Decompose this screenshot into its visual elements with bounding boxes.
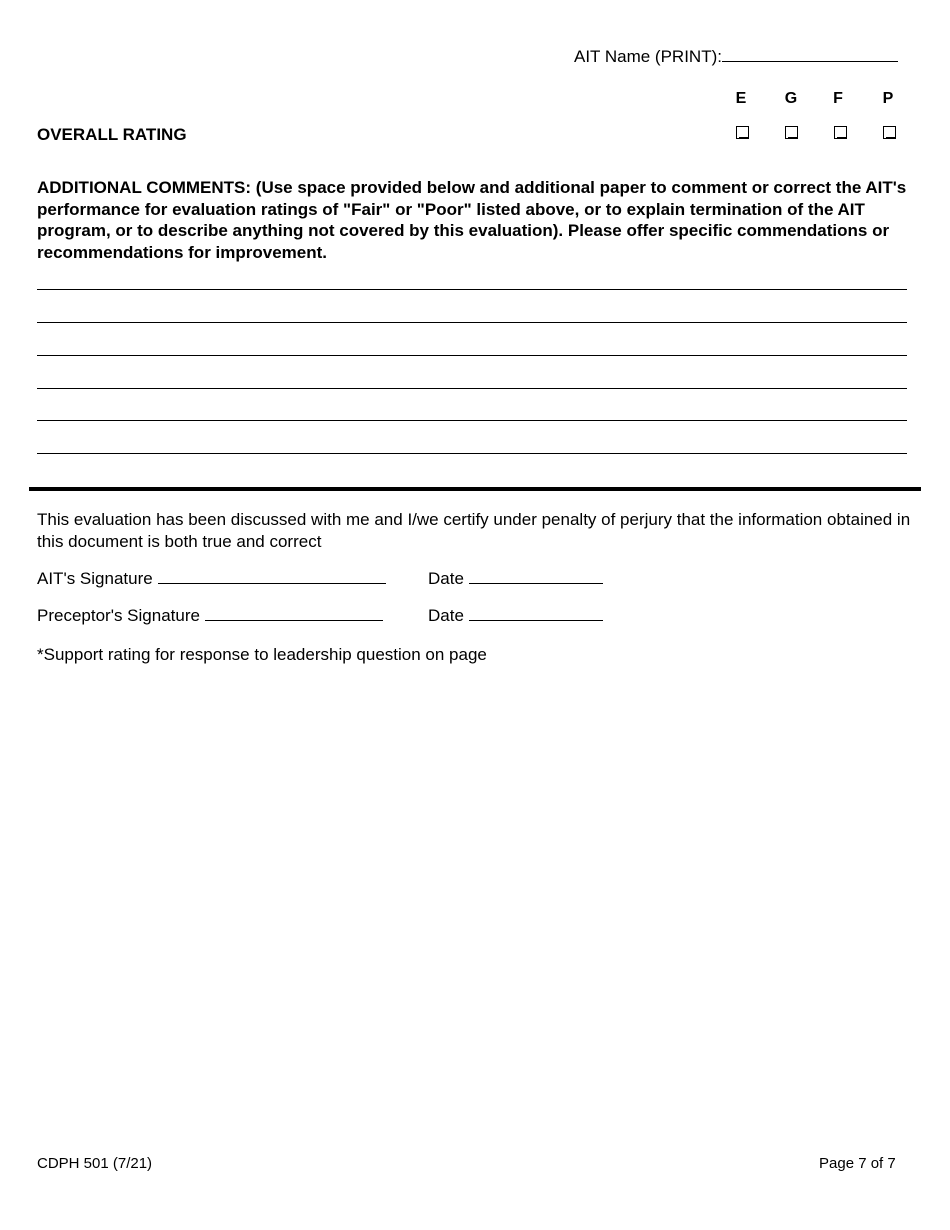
rating-checkbox-f[interactable] — [834, 126, 847, 139]
comment-line-1[interactable] — [37, 289, 907, 290]
rating-checkbox-g[interactable] — [785, 126, 798, 139]
comment-line-5[interactable] — [37, 420, 907, 421]
ait-signature-blank[interactable] — [158, 568, 386, 584]
ait-name-label: AIT Name (PRINT): — [574, 47, 722, 66]
rating-letter-g: G — [784, 90, 798, 107]
comment-line-2[interactable] — [37, 322, 907, 323]
page-number: Page 7 of 7 — [819, 1155, 896, 1172]
ait-signature-field[interactable] — [37, 568, 386, 589]
preceptor-date-blank[interactable] — [469, 605, 603, 621]
ait-date-field[interactable] — [428, 568, 603, 589]
overall-rating-label: OVERALL RATING — [37, 125, 187, 144]
preceptor-signature-blank[interactable] — [205, 605, 383, 621]
ait-name-field[interactable] — [574, 46, 898, 67]
form-id: CDPH 501 (7/21) — [37, 1155, 153, 1172]
rating-checkbox-e[interactable] — [736, 126, 749, 139]
ait-date-blank[interactable] — [469, 568, 603, 584]
ait-signature-label: AIT's Signature — [37, 569, 153, 588]
rating-checkbox-p[interactable] — [883, 126, 896, 139]
rating-letter-p: P — [882, 90, 894, 107]
ait-date-label: Date — [428, 569, 464, 588]
rating-letter-f: F — [833, 90, 843, 107]
section-divider — [29, 487, 921, 491]
preceptor-signature-label: Preceptor's Signature — [37, 606, 200, 625]
footnote: *Support rating for response to leadership question on page — [37, 645, 487, 664]
comment-line-4[interactable] — [37, 388, 907, 389]
comment-line-3[interactable] — [37, 355, 907, 356]
ait-name-blank[interactable] — [722, 46, 898, 62]
preceptor-date-field[interactable] — [428, 605, 603, 626]
certification-statement: This evaluation has been discussed with me and I/we certify under penalty of perjury that the information obtained in this document is both true and correct — [37, 510, 911, 551]
additional-comments-instructions: ADDITIONAL COMMENTS: (Use space provided below and additional paper to comment or correct the AIT's performance for evaluation ratings of "Fair" or "Poor" listed above, or to explain termination of the AIT program, or to describe anything not covered by this evaluation). Please offer specific commendations or recommendations for improvement. — [37, 178, 907, 262]
preceptor-signature-field[interactable] — [37, 605, 383, 626]
preceptor-date-label: Date — [428, 606, 464, 625]
comment-line-6[interactable] — [37, 453, 907, 454]
rating-letter-e: E — [735, 90, 747, 107]
